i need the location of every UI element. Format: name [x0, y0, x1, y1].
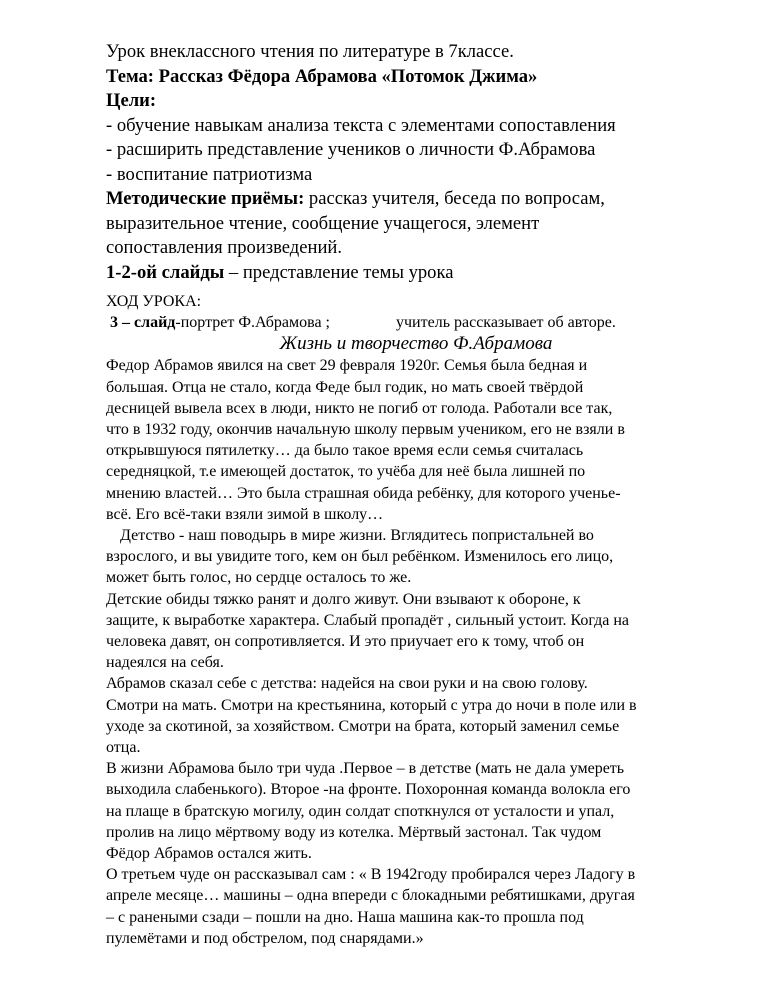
- paragraph-line: человека давят, он сопротивляется. И это приучает его к тому, чтоб он: [106, 633, 585, 651]
- paragraph-line: уходе за скотиной, за хозяйством. Смотри на брата, который заменил семье: [106, 717, 620, 735]
- goals-label: Цели:: [106, 90, 157, 111]
- paragraph-line: мнению властей… Это была страшная обида ребёнку, для которого ученье-: [106, 484, 621, 502]
- paragraph-line: защите, к выработке характера. Слабый пропадёт , сильный устоит. Когда на: [106, 611, 629, 629]
- slide3-text: -портрет Ф.Абрамова ;: [175, 314, 330, 332]
- slides-label: 1-2-ой слайды: [106, 261, 225, 283]
- paragraph-line: что в 1932 году, окончив начальную школу первым учеником, его не взяли в: [106, 421, 625, 439]
- lesson-line: Урок внеклассного чтения по литературе в 7классе.: [106, 41, 514, 62]
- paragraph-line: Детство - наш поводырь в мире жизни. Вглядитесь попристальней во: [120, 527, 594, 545]
- methods-line: [106, 187, 726, 212]
- paragraph-line: отца.: [106, 739, 141, 757]
- methods-text: рассказ учителя, беседа по вопросам,: [304, 188, 605, 209]
- paragraph-line: О третьем чуде он рассказывал сам : « В 1942году пробирался через Ладогу в: [106, 866, 636, 884]
- slides-text: – представление темы урока: [224, 261, 454, 283]
- methods-label: Методические приёмы:: [106, 188, 305, 209]
- paragraph-line: Фёдор Абрамов остался жить.: [106, 845, 312, 863]
- paragraph-line: десницей вывела всех в люди, никто не погиб от голода. Работали все так,: [106, 399, 613, 417]
- section-heading: Жизнь и творчество Ф.Абрамова: [279, 333, 553, 355]
- paragraph-line: апреле месяце… машины – одна впереди с блокадными ребятишками, другая: [106, 887, 635, 905]
- paragraph-line: пулемётами и под обстрелом, под снарядами.»: [106, 929, 424, 947]
- paragraph-line: Абрамов сказал себе с детства: надейся на свои руки и на свою голову.: [106, 675, 588, 693]
- slide3-line: [106, 312, 726, 333]
- paragraph-line: пролив на лицо мёртвому воду из котелка. Мёртвый застонал. Так чудом: [106, 823, 602, 841]
- slide3-right: учитель рассказывает об авторе.: [396, 314, 616, 332]
- methods-text: сопоставления произведений.: [106, 237, 343, 258]
- paragraph-line: выходила слабенького). Второе -на фронте. Похоронная команда волокла его: [106, 781, 631, 799]
- paragraph-line: середняцкой, т.е имеющей достаток, то учёба для неё была лишней по: [106, 463, 586, 481]
- topic-label: Тема:: [106, 65, 154, 87]
- paragraph-line: Федор Абрамов явился на свет 29 февраля 1920г. Семья была бедная и: [106, 357, 588, 375]
- slide3-label: 3 – слайд: [110, 314, 176, 332]
- topic-value: Рассказ Фёдора Абрамова «Потомок Джима»: [153, 65, 538, 87]
- slides-line: [106, 261, 726, 286]
- paragraph-line: – с ранеными сзади – пошли на дно. Наша машина как-то прошла под: [106, 908, 584, 926]
- goal-item: - обучение навыкам анализа текста с элементами сопоставления: [106, 114, 616, 136]
- paragraph-line: на плаще в братскую могилу, один солдат споткнулся от усталости и упал,: [106, 802, 615, 820]
- topic-line: [106, 65, 726, 90]
- paragraph-line: Смотри на мать. Смотри на крестьянина, который с утра до ночи в поле или в: [106, 696, 637, 714]
- paragraph-line: большая. Отца не стало, когда Феде был годик, но мать своей твёрдой: [106, 378, 584, 396]
- paragraph-line: В жизни Абрамова было три чуда .Первое – в детстве (мать не дала умереть: [106, 760, 625, 778]
- methods-text: выразительное чтение, сообщение учащегося, элемент: [106, 212, 540, 234]
- paragraph-line: надеялся на себя.: [106, 654, 224, 672]
- lesson-header: [106, 40, 726, 285]
- lesson-body: [106, 291, 726, 949]
- goal-item: - воспитание патриотизма: [106, 163, 313, 185]
- paragraph-line: всё. Его всё-таки взяли зимой в школу…: [106, 505, 384, 523]
- paragraph-line: может быть голос, но сердце осталось то же.: [106, 569, 412, 587]
- paragraph-line: взрослого, и вы увидите того, кем он был ребёнком. Изменилось его лицо,: [106, 548, 614, 566]
- goal-item: - расширить представление учеников о личности Ф.Абрамова: [106, 139, 596, 160]
- paragraph-line: открывшуюся пятилетку… да было такое время если семья считалась: [106, 442, 584, 460]
- lesson-progress-title: ХОД УРОКА:: [106, 293, 202, 310]
- paragraph-line: Детские обиды тяжко ранят и долго живут. Они взывают к обороне, к: [106, 590, 581, 608]
